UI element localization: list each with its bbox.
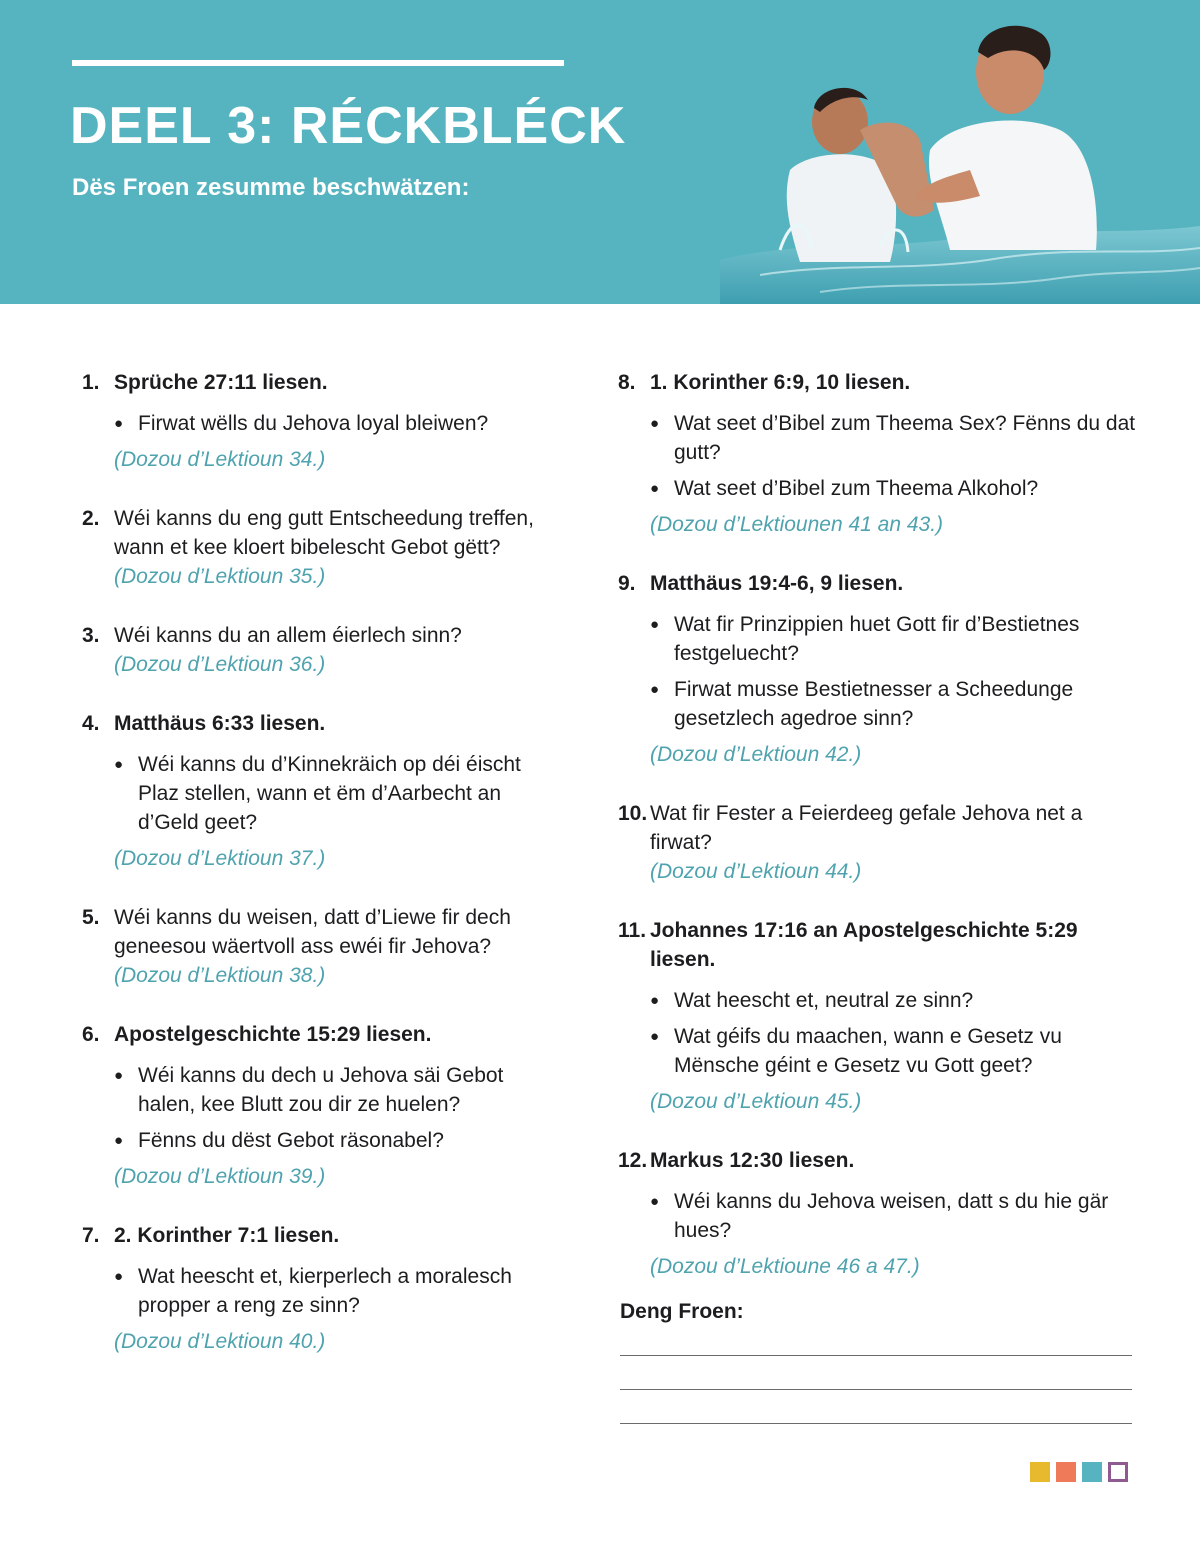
- header-banner: [0, 0, 1200, 304]
- question-text: Wéi kanns du eng gutt Entscheedung treffen, wann et kee kloert bibelescht Gebot gëtt?: [114, 507, 534, 559]
- question-number: 11.: [618, 919, 647, 942]
- bullet-list: [650, 610, 1138, 733]
- question-item: [82, 903, 552, 990]
- baptism-illustration: [720, 0, 1200, 304]
- question-item: [618, 569, 1138, 769]
- lesson-reference: (Dozou d’Lektioun 44.): [650, 860, 862, 883]
- note-line[interactable]: [620, 1389, 1132, 1390]
- bullet-question: ● Wat fir Prinzippien huet Gott fir d’Bestietnes festgeluecht?: [650, 610, 1138, 668]
- bullet-question: ● Wat seet d’Bibel zum Theema Sex? Fënns du dat gutt?: [650, 409, 1138, 467]
- bullet-question: ● Wéi kanns du d’Kinnekräich op déi éischt Plaz stellen, wann et ëm d’Aarbecht an d’Geld geet?: [114, 750, 552, 837]
- square-outline: [1108, 1462, 1128, 1482]
- question-text: 2. Korinther 7:1 liesen.: [114, 1224, 340, 1247]
- note-line[interactable]: [620, 1355, 1132, 1356]
- question-item: [618, 916, 1138, 1116]
- bullet-list: [650, 1187, 1138, 1245]
- bullet-list: [114, 1061, 552, 1155]
- question-item: [82, 621, 552, 679]
- note-line[interactable]: [620, 1423, 1132, 1424]
- question-number: 6.: [82, 1023, 100, 1046]
- bullet-question: ● Wat heescht et, neutral ze sinn?: [650, 986, 1138, 1015]
- square-teal: [1082, 1462, 1102, 1482]
- question-text: Apostelgeschichte 15:29 liesen.: [114, 1023, 432, 1046]
- bullet-question: ● Firwat wëlls du Jehova loyal bleiwen?: [114, 409, 552, 438]
- bullet-list: [114, 1262, 552, 1320]
- bullet-question: ● Wat géifs du maachen, wann e Gesetz vu Mënsche géint e Gesetz vu Gott geet?: [650, 1022, 1138, 1080]
- bullet-question: ● Wéi kanns du dech u Jehova säi Gebot halen, kee Blutt zou dir ze huelen?: [114, 1061, 552, 1119]
- question-item: [82, 709, 552, 873]
- bullet-question: ● Wéi kanns du Jehova weisen, datt s du hie gär hues?: [650, 1187, 1138, 1245]
- page-title: DEEL 3: RÉCKBLÉCK: [70, 97, 627, 155]
- bullet-question: ● Firwat musse Bestietnesser a Scheedunge gesetzlech agedroe sinn?: [650, 675, 1138, 733]
- question-item: [82, 1020, 552, 1191]
- header-rule: [72, 60, 564, 66]
- question-item: [82, 368, 552, 474]
- question-item: [618, 799, 1138, 886]
- lesson-reference: (Dozou d’Lektioun 34.): [114, 448, 326, 471]
- question-item: [82, 504, 552, 591]
- bullet-list: [650, 409, 1138, 503]
- question-text: 1. Korinther 6:9, 10 liesen.: [650, 371, 911, 394]
- page-subtitle: Dës Froen zesumme beschwätzen:: [72, 174, 470, 201]
- question-text: Wat fir Fester a Feierdeeg gefale Jehova net a firwat?: [650, 802, 1083, 854]
- lesson-reference: (Dozou d’Lektiounen 41 an 43.): [650, 513, 944, 536]
- question-text: Sprüche 27:11 liesen.: [114, 371, 328, 394]
- color-squares: [1030, 1462, 1128, 1482]
- notes-title: Deng Froen:: [620, 1300, 744, 1323]
- question-number: 5.: [82, 906, 100, 929]
- bullet-question: ● Wat heescht et, kierperlech a moralesch propper a reng ze sinn?: [114, 1262, 552, 1320]
- bullet-list: [114, 750, 552, 837]
- questions-column-left: [82, 368, 552, 1386]
- question-number: 10.: [618, 802, 648, 825]
- square-yellow: [1030, 1462, 1050, 1482]
- lesson-reference: (Dozou d’Lektioun 45.): [650, 1090, 862, 1113]
- question-number: 12.: [618, 1149, 648, 1172]
- question-text: Johannes 17:16 an Apostelgeschichte 5:29 liesen.: [650, 919, 1078, 971]
- lesson-reference: (Dozou d’Lektioun 39.): [114, 1165, 326, 1188]
- question-number: 9.: [618, 572, 636, 595]
- question-text: Wéi kanns du weisen, datt d’Liewe fir dech geneesou wäertvoll ass ewéi fir Jehova?: [114, 906, 511, 958]
- bullet-question: ● Fënns du dëst Gebot räsonabel?: [114, 1126, 552, 1155]
- question-text: Markus 12:30 liesen.: [650, 1149, 855, 1172]
- lesson-reference: (Dozou d’Lektioun 42.): [650, 743, 862, 766]
- square-coral: [1056, 1462, 1076, 1482]
- question-number: 2.: [82, 507, 100, 530]
- question-item: [618, 368, 1138, 539]
- lesson-reference: (Dozou d’Lektioune 46 a 47.): [650, 1255, 920, 1278]
- lesson-reference: (Dozou d’Lektioun 36.): [114, 653, 326, 676]
- lesson-reference: (Dozou d’Lektioun 40.): [114, 1330, 326, 1353]
- question-text: Wéi kanns du an allem éierlech sinn?: [114, 624, 462, 647]
- bullet-list: [650, 986, 1138, 1080]
- bullet-question: ● Wat seet d’Bibel zum Theema Alkohol?: [650, 474, 1138, 503]
- question-number: 7.: [82, 1224, 100, 1247]
- questions-column-right: [618, 368, 1138, 1311]
- question-number: 3.: [82, 624, 100, 647]
- question-number: 4.: [82, 712, 100, 735]
- bullet-list: [114, 409, 552, 438]
- question-number: 8.: [618, 371, 636, 394]
- question-item: [618, 1146, 1138, 1281]
- lesson-reference: (Dozou d’Lektioun 37.): [114, 847, 326, 870]
- question-item: [82, 1221, 552, 1356]
- question-number: 1.: [82, 371, 100, 394]
- question-text: Matthäus 6:33 liesen.: [114, 712, 326, 735]
- question-text: Matthäus 19:4-6, 9 liesen.: [650, 572, 904, 595]
- lesson-reference: (Dozou d’Lektioun 38.): [114, 964, 326, 987]
- lesson-reference: (Dozou d’Lektioun 35.): [114, 565, 326, 588]
